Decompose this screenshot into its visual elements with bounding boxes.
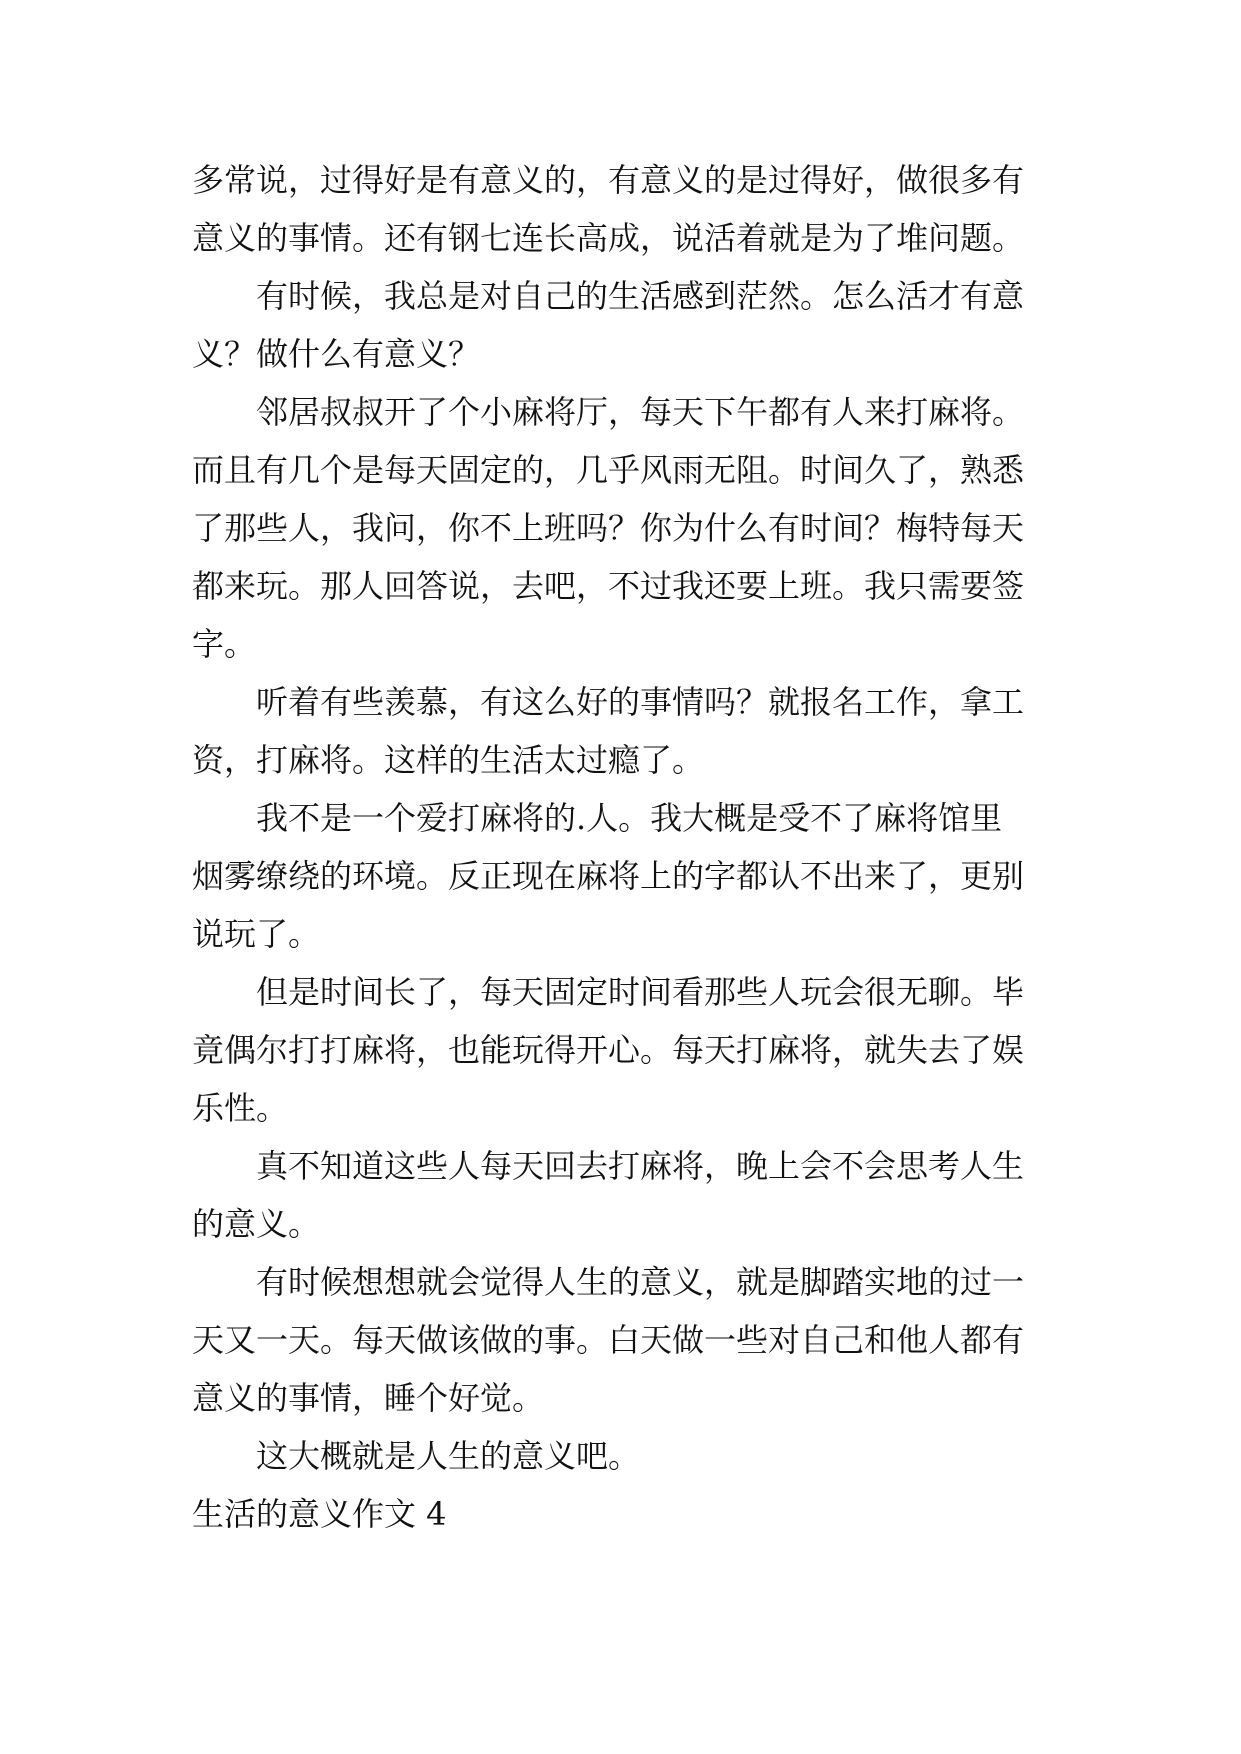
text-line: 多常说，过得好是有意义的，有意义的是过得好，做很多有 xyxy=(192,161,1025,199)
text-line: 烟雾缭绕的环境。反正现在麻将上的字都认不出来了，更别 xyxy=(192,857,1025,895)
text-line: 资，打麻将。这样的生活太过瘾了。 xyxy=(192,741,705,779)
section-heading: 生活的意义作文 4 xyxy=(192,1495,447,1533)
text-line: 义？做什么有意义？ xyxy=(192,335,481,373)
paragraph-first-line: 我不是一个爱打麻将的.人。我大概是受不了麻将馆里 xyxy=(256,799,1003,837)
paragraph-first-line: 但是时间长了，每天固定时间看那些人玩会很无聊。毕 xyxy=(256,973,1025,1011)
text-line: 意义的事情。还有钢七连长高成，说活着就是为了堆问题。 xyxy=(192,219,1025,257)
text-line: 竟偶尔打打麻将，也能玩得开心。每天打麻将，就失去了娱 xyxy=(192,1031,1025,1069)
text-line: 乐性。 xyxy=(192,1089,289,1127)
paragraph-first-line: 听着有些羡慕，有这么好的事情吗？就报名工作，拿工 xyxy=(256,683,1025,721)
text-line: 天又一天。每天做该做的事。白天做一些对自己和他人都有 xyxy=(192,1321,1025,1359)
text-line: 而且有几个是每天固定的，几乎风雨无阻。时间久了，熟悉 xyxy=(192,451,1025,489)
text-line: 意义的事情，睡个好觉。 xyxy=(192,1379,545,1417)
text-line: 说玩了。 xyxy=(192,915,321,953)
text-line: 都来玩。那人回答说，去吧，不过我还要上班。我只需要签 xyxy=(192,567,1025,605)
paragraph-first-line: 真不知道这些人每天回去打麻将，晚上会不会思考人生 xyxy=(256,1147,1025,1185)
text-line: 字。 xyxy=(192,625,257,663)
paragraph-first-line: 有时候，我总是对自己的生活感到茫然。怎么活才有意 xyxy=(256,277,1025,315)
paragraph-first-line: 邻居叔叔开了个小麻将厅，每天下午都有人来打麻将。 xyxy=(256,393,1025,431)
paragraph-first-line: 有时候想想就会觉得人生的意义，就是脚踏实地的过一 xyxy=(256,1263,1025,1301)
text-line: 的意义。 xyxy=(192,1205,321,1243)
paragraph-first-line: 这大概就是人生的意义吧。 xyxy=(256,1437,641,1475)
text-line: 了那些人，我问，你不上班吗？你为什么有时间？梅特每天 xyxy=(192,509,1025,547)
